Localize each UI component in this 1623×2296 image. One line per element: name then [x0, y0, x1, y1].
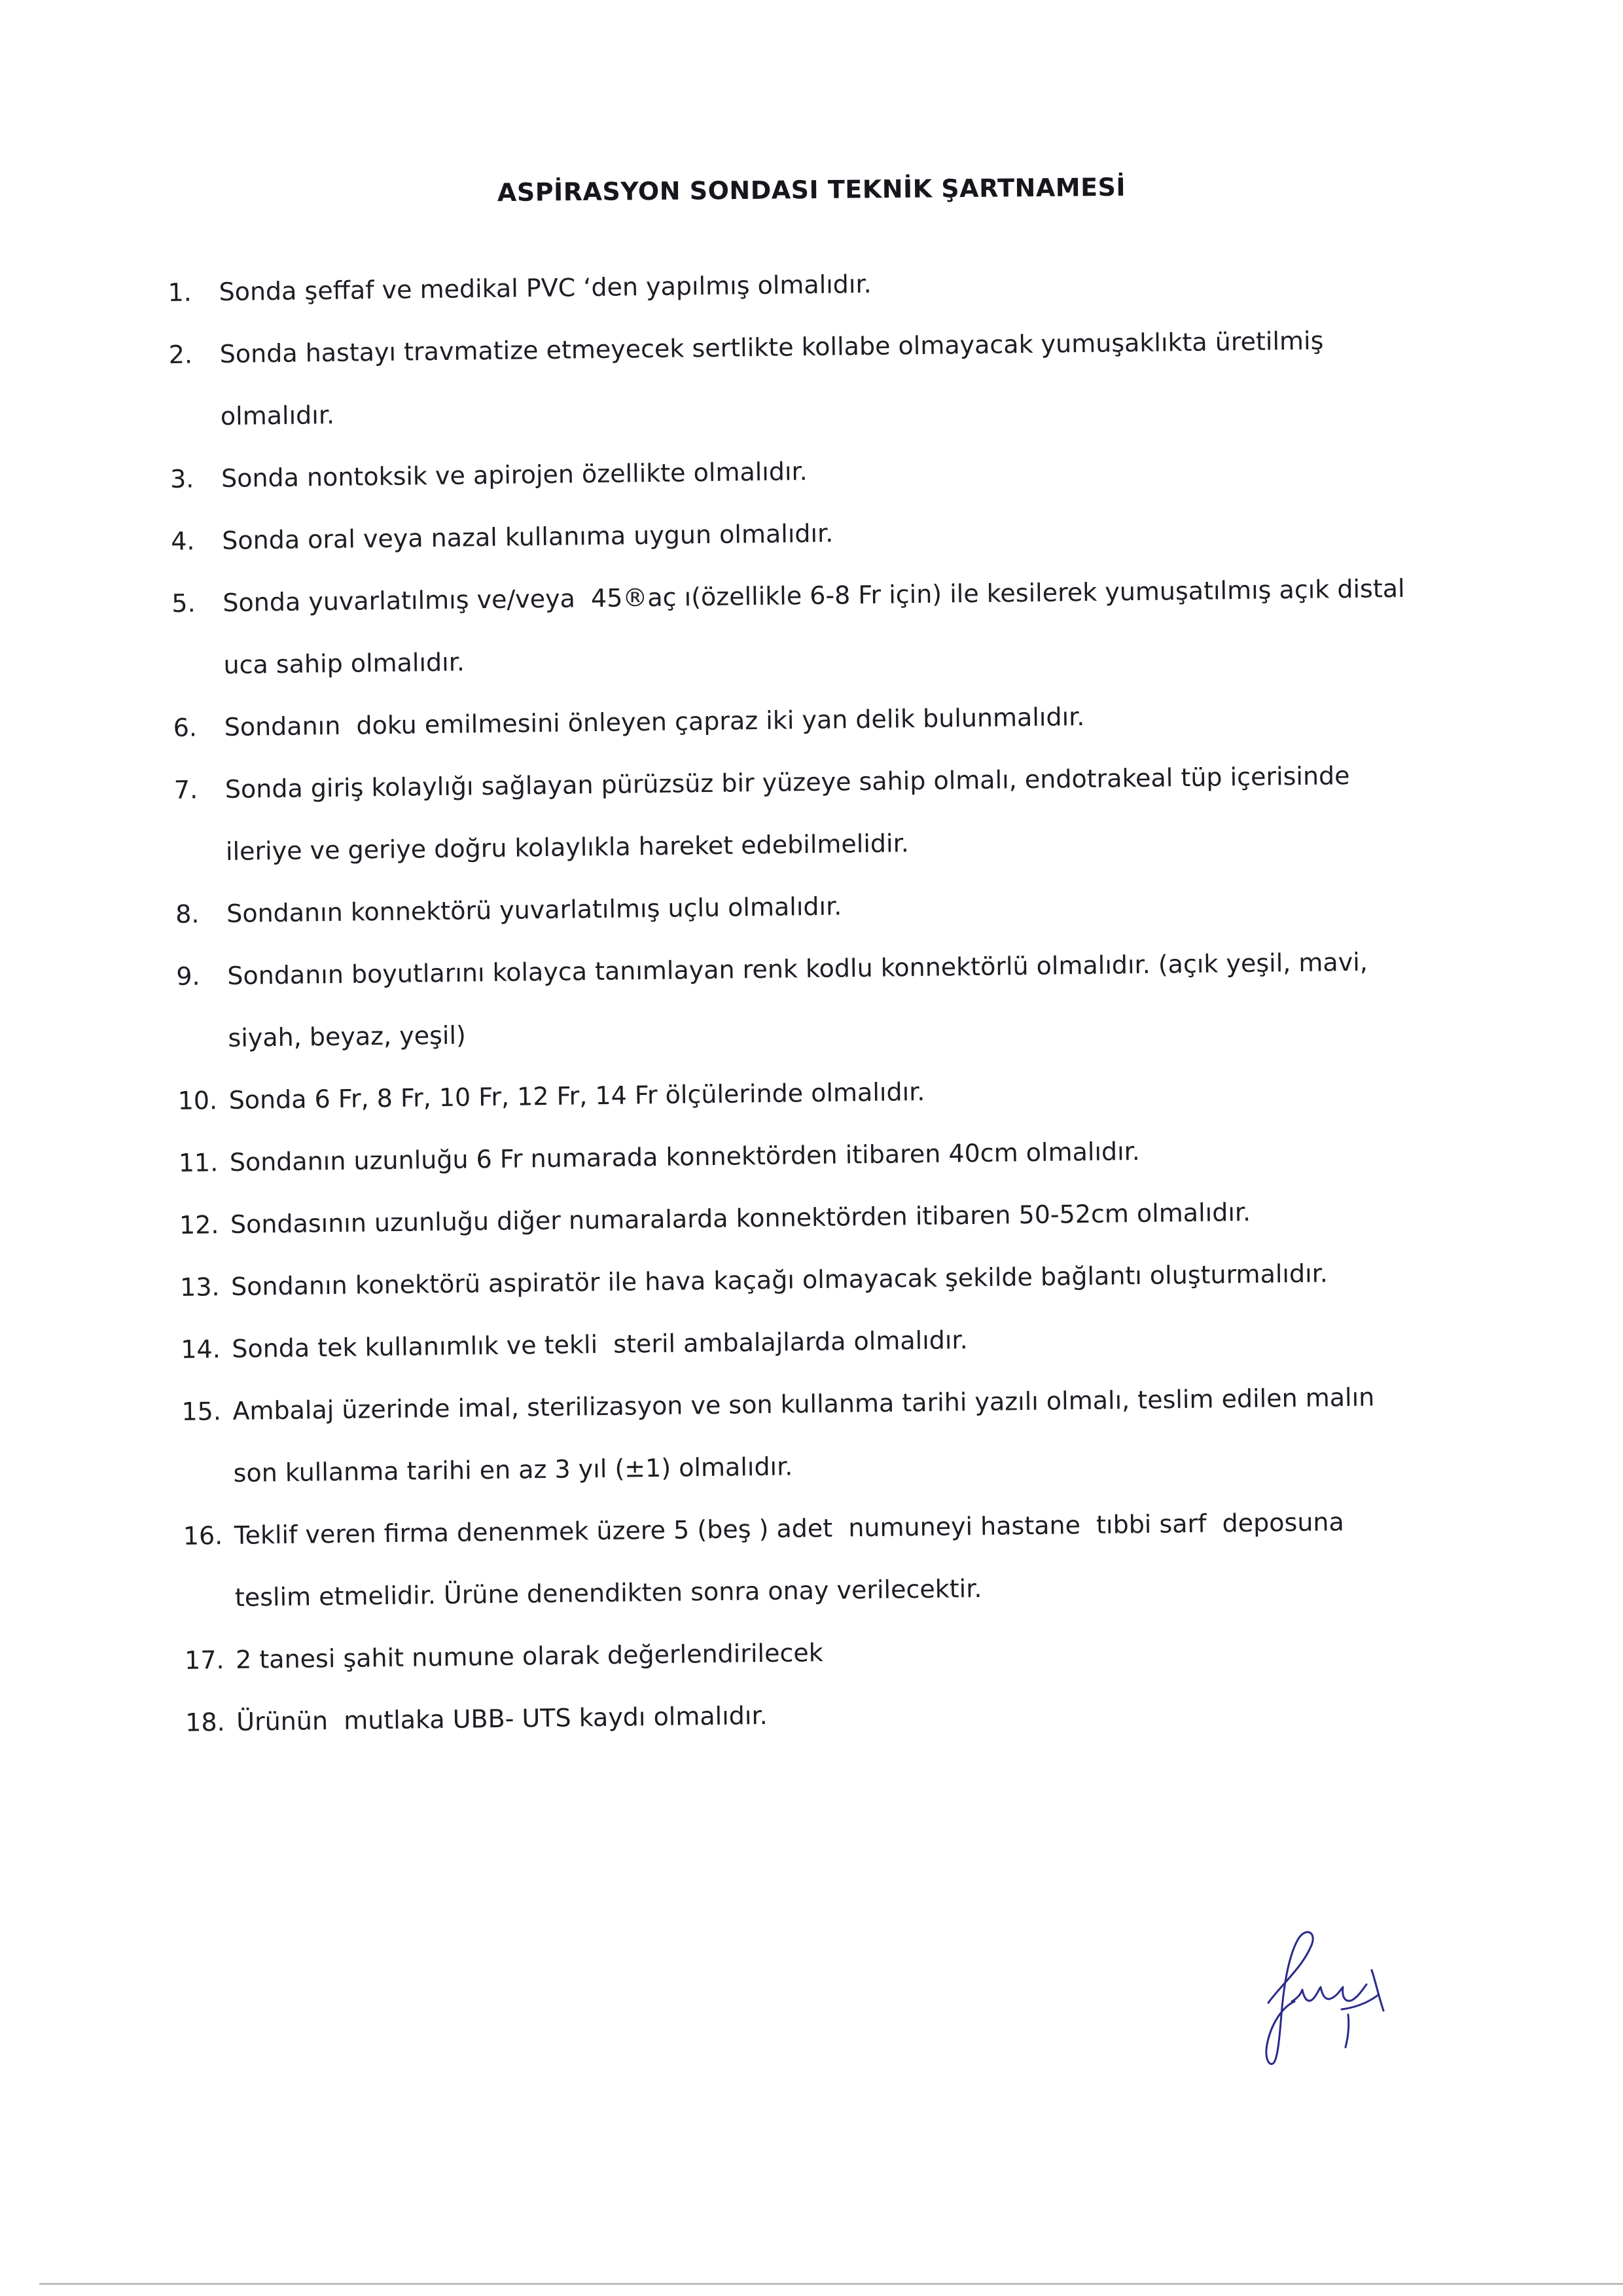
- list-item-text: Sondanın doku emilmesini önleyen çapraz iki yan delik bulunmalıdır.: [224, 702, 1085, 742]
- list-item-number: 18.: [185, 1708, 225, 1737]
- list-item-continuation: olmalıdır.: [220, 400, 335, 431]
- list-item-text: Sonda giriş kolaylığı sağlayan pürüzsüz bir yüzeye sahip olmalı, endotrakeal tüp içerisinde: [224, 761, 1350, 804]
- list-item: [183, 1489, 1493, 1629]
- list-item: [173, 744, 1484, 884]
- list-item-number: 14.: [181, 1335, 221, 1364]
- list-item-text: Sonda tek kullanımlık ve tekli steril ambalajlarda olmalıdır.: [232, 1325, 968, 1363]
- list-item-continuation: teslim etmelidir. Ürüne denendikten sonra onay verilecektir.: [234, 1573, 982, 1612]
- list-item-text: Teklif veren firma denenmek üzere 5 (beş ) adet numuneyi hastane tıbbi sarf deposuna: [234, 1507, 1345, 1550]
- list-item-text: Ürünün mutlaka UBB- UTS kaydı olmalıdır.: [236, 1700, 768, 1736]
- list-item-number: 2.: [168, 340, 193, 369]
- list-item-text: Sonda 6 Fr, 8 Fr, 10 Fr, 12 Fr, 14 Fr ölçülerinde olmalıdır.: [228, 1077, 925, 1115]
- list-item-number: 6.: [173, 713, 198, 742]
- list-item-text: Sondanın konektörü aspiratör ile hava kaçağı olmayacak şekilde bağlantı oluşturmalıdır.: [230, 1259, 1329, 1301]
- list-item: [181, 1365, 1491, 1505]
- list-item-text: Sondanın konnektörü yuvarlatılmış uçlu olmalıdır.: [226, 891, 842, 928]
- list-item-number: 1.: [168, 278, 192, 307]
- list-item-number: 7.: [173, 775, 198, 804]
- list-item-text: Sonda oral veya nazal kullanıma uygun olmalıdır.: [221, 518, 834, 556]
- list-item-text: Sondanın uzunluğu 6 Fr numarada konnektörden itibaren 40cm olmalıdır.: [229, 1136, 1141, 1177]
- signature-icon: [1243, 1905, 1414, 2075]
- list-item-number: 3.: [169, 464, 194, 493]
- list-item-text: Sondanın boyutlarını kolayca tanımlayan renk kodlu konnektörlü olmalıdır. (açık yeşil, mavi,: [227, 947, 1368, 990]
- list-item-continuation: siyah, beyaz, yeşil): [228, 1020, 467, 1052]
- list-item-number: 12.: [179, 1210, 219, 1240]
- list-item-text: Sonda hastayı travmatize etmeyecek sertlikte kollabe olmayacak yumuşaklıkta üretilmiş: [219, 326, 1324, 369]
- list-item-text: Sonda yuvarlatılmış ve/veya 45®aç ı(özellikle 6-8 Fr için) ile kesilerek yumuşatılmış açık distal: [223, 573, 1405, 618]
- list-item-number: 16.: [183, 1521, 223, 1551]
- list-item-number: 9.: [176, 961, 200, 991]
- document-title: ASPİRASYON SONDASI TEKNİK ŞARTNAMESİ: [497, 172, 1126, 207]
- specification-list: [168, 246, 1495, 1754]
- list-item-text: Ambalaj üzerinde imal, sterilizasyon ve son kullanma tarihi yazılı olmalı, teslim edilen malın: [232, 1382, 1375, 1426]
- list-item-number: 8.: [175, 899, 200, 929]
- list-item: [176, 929, 1486, 1069]
- list-item-text: Sonda şeffaf ve medikal PVC ‘den yapılmış olmalıdır.: [219, 269, 872, 307]
- list-item-continuation: ileriye ve geriye doğru kolaylıkla hareket edebilmelidir.: [225, 829, 910, 866]
- list-item-number: 4.: [170, 526, 195, 556]
- list-item-continuation: son kullanma tarihi en az 3 yıl (±1) olmalıdır.: [233, 1452, 793, 1488]
- list-item-text: Sonda nontoksik ve apirojen özellikte olmalıdır.: [221, 457, 808, 493]
- list-item-number: 5.: [171, 588, 196, 618]
- list-item-number: 15.: [181, 1397, 222, 1426]
- list-item: [171, 557, 1482, 697]
- list-item-number: 10.: [177, 1086, 218, 1115]
- list-item-continuation: uca sahip olmalıdır.: [223, 647, 465, 679]
- list-item-text: Sondasının uzunluğu diğer numaralarda konnektörden itibaren 50-52cm olmalıdır.: [230, 1197, 1251, 1239]
- list-item: [168, 308, 1478, 448]
- list-item-text: 2 tanesi şahit numune olarak değerlendirilecek: [235, 1638, 823, 1674]
- page-bottom-rule: [39, 2283, 1623, 2285]
- list-item-number: 13.: [179, 1272, 220, 1302]
- list-item-number: 17.: [184, 1645, 224, 1675]
- list-item-number: 11.: [178, 1148, 219, 1177]
